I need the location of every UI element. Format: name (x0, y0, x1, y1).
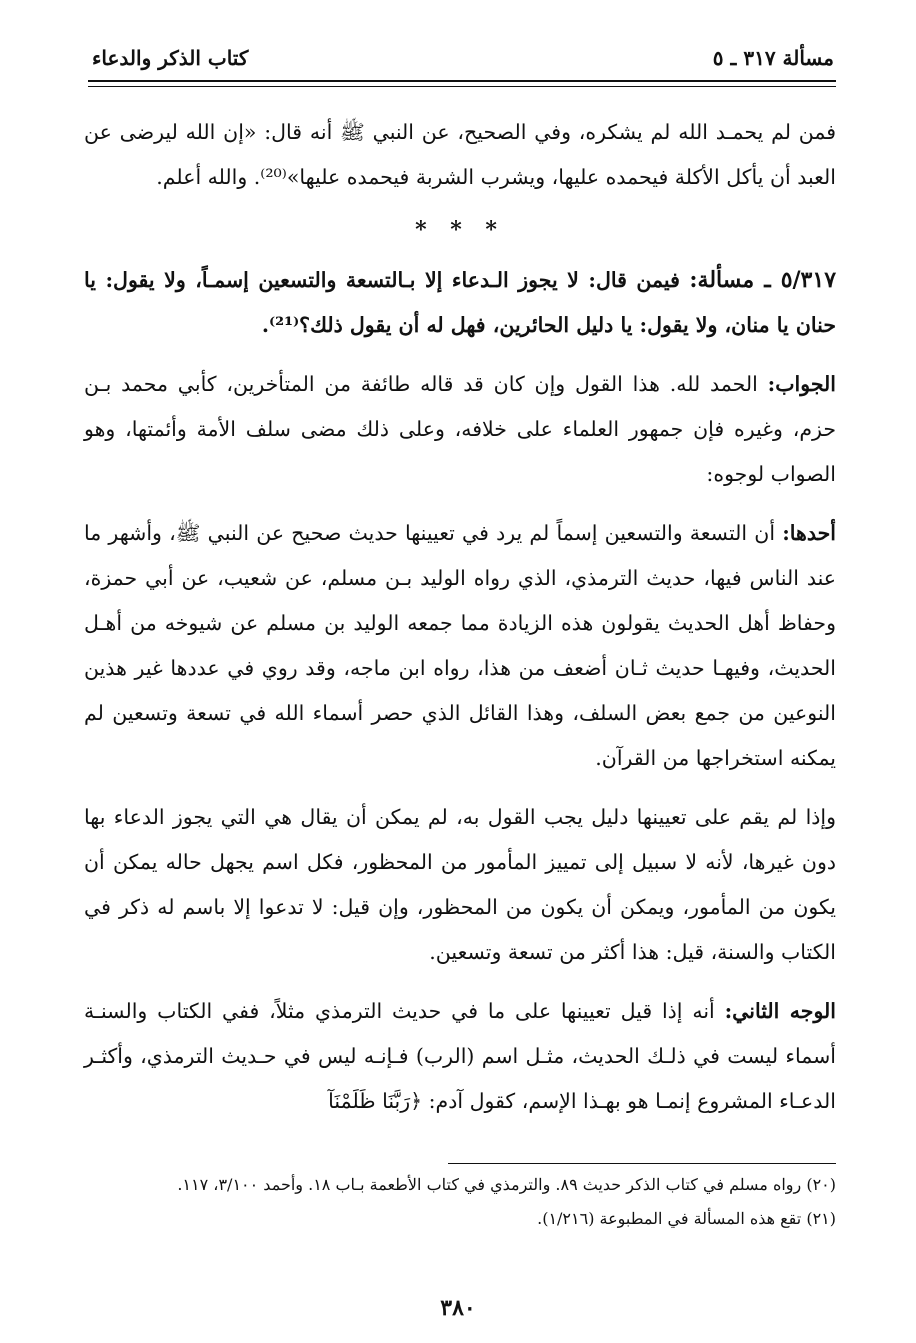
main-text (84, 110, 836, 1124)
header-issue: مسألة ٣١٧ ـ ٥ (712, 46, 834, 70)
footnote-21: (٢١) تقع هذه المسألة في المطبوعة (١/٢١٦). (537, 1209, 836, 1228)
answer-paragraph (84, 362, 836, 497)
section-separator: * * * (415, 217, 505, 243)
question-paragraph (84, 258, 836, 348)
answer-label: الجواب: (767, 372, 836, 396)
second-point-label: الوجه الثاني: (724, 999, 836, 1023)
page-number: ٣٨٠ (440, 1295, 476, 1321)
header-chapter: كتاب الذكر والدعاء (92, 46, 249, 70)
footnote-rule (448, 1163, 836, 1164)
second-point-paragraph (84, 989, 836, 1124)
answer-text: الحمد لله. هذا القول وإن كان قد قاله طائفة من المتأخرين، كأبي محمد بـن حزم، وغيره فإن جمهور العلماء على خلافه، وعلى ذلك مضى سلف الأمة وأئمتها، وهو الصواب لوجوه: (84, 372, 836, 486)
paragraph-intro: فمن لم يحمـد الله لم يشكره، وفي الصحيح، عن النبي ﷺ أنه قال: «إن الله ليرضى عن العبد أن يأكل الأكلة فيحمده عليها، ويشرب الشربة فيحمده عليها»⁽²⁰⁾. والله أعلم. (84, 120, 836, 189)
header-rule-thick (88, 80, 836, 82)
question-label: ٥/٣١٧ ـ مسألة: (689, 267, 837, 293)
question-text: فيمن قال: لا يجوز الـدعاء إلا بـالتسعة والتسعين إسمـاً، ولا يقول: يا حنان يا منان، ولا يقول: يا دليل الحائرين، فهل له أن يقول ذلك؟⁽²¹⁾. (84, 268, 836, 337)
first-point-text: أن التسعة والتسعين إسماً لم يرد في تعيينها حديث صحيح عن النبي ﷺ، وأشهر ما عند الناس فيها، حديث الترمذي، الذي رواه الوليد بـن مسلم، عن شعيب، عن أبي حمزة، وحفاظ أهل الحديث يقولون هذه الزيادة مما جمعه الوليد بن مسلم عن شيوخه من أهـل الحديث، وفيهـا حديث ثـان أضعف من هذا، رواه ابن ماجه، وقد روي في عددها غير هذين النوعين من جمع بعض السلف، وهذا القائل الذي حصر أسماء الله في تسعة وتسعين لم يمكنه استخراجها من القرآن. (84, 521, 836, 770)
first-point-label: أحدها: (782, 521, 836, 545)
footnotes (84, 1168, 836, 1236)
running-header (92, 46, 834, 76)
footnote-20: (٢٠) رواه مسلم في كتاب الذكر حديث ٨٩. والترمذي في كتاب الأطعمة بـاب ١٨. وأحمد ٣/١٠٠، ١١٧. (177, 1175, 836, 1194)
second-point-text: أنه إذا قيل تعيينها على ما في حديث الترمذي مثلاً، ففي الكتاب والسنـة أسماء ليست في ذلـك الحديث، مثـل اسم (الرب) فـإنـه ليس في حـديث الترمذي، وأكثـر الدعـاء المشروع إنمـا هو بهـذا الإسم، كقول آدم: ﴿رَبَّنَا ظَلَمْنَآ (84, 999, 836, 1113)
header-rule-thin (88, 86, 836, 87)
conditional-paragraph: وإذا لم يقم على تعيينها دليل يجب القول به، لم يمكن أن يقال هي التي يجوز الدعاء بها دون غيرها، لأنه لا سبيل إلى تمييز المأمور من المحظور، فكل اسم يجهل حاله يمكن أن يكون من المأمور، ويمكن أن يكون من المحظور، وإن قيل: لا تدعوا إلا باسم له ذكر في الكتاب والسنة، قيل: هذا أكثر من تسعة وتسعين. (84, 805, 836, 964)
first-point-paragraph (84, 511, 836, 781)
